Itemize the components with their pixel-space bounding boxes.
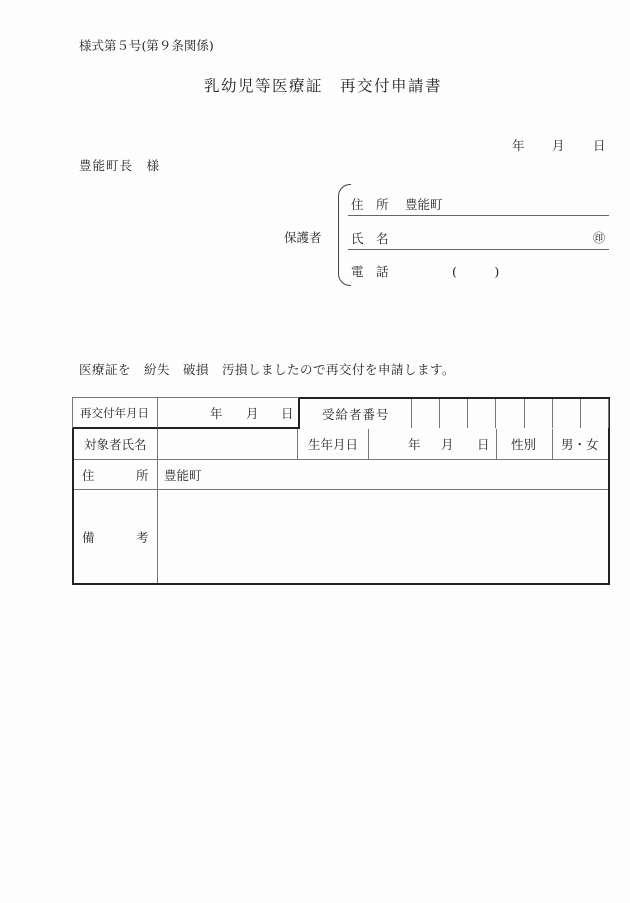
guardian-address-value: 豊能町 — [405, 197, 443, 212]
date-month: 月 — [552, 138, 565, 153]
reissue-date-input[interactable]: 年 月 日 — [210, 405, 294, 421]
date-year: 年 — [512, 138, 525, 153]
guardian-name-field[interactable] — [348, 223, 609, 250]
date-day: 日 — [593, 138, 606, 153]
recipient-number-digit-3[interactable] — [468, 399, 496, 428]
remarks-input[interactable] — [158, 490, 608, 583]
guardian-address-label: 住 所 — [351, 197, 389, 212]
remarks-label-cell: 備 考 — [74, 490, 158, 583]
recipient-number-digit-1[interactable] — [412, 399, 440, 428]
recipient-number-digit-6[interactable] — [553, 399, 581, 428]
subject-name-input[interactable] — [158, 429, 298, 460]
subject-name-label-cell: 対象者氏名 — [74, 429, 158, 460]
page-title: 乳幼児等医療証 再交付申請書 — [204, 77, 443, 95]
addressee: 豊能町長 様 — [79, 158, 161, 173]
guardian-phone-field[interactable] — [348, 256, 609, 282]
birthdate-label-cell: 生年月日 — [298, 429, 369, 460]
recipient-number-digit-4[interactable] — [496, 399, 525, 428]
recipient-number-label-cell: 受給者番号 — [300, 399, 412, 428]
sex-select[interactable]: 男・女 — [553, 429, 608, 460]
form-number: 様式第５号(第９条関係) — [79, 38, 214, 53]
guardian-label: 保護者 — [284, 230, 322, 245]
guardian-phone-value: ( ) — [452, 264, 500, 279]
reissue-date-label-cell: 再交付年月日 — [72, 397, 158, 428]
reissue-statement: 医療証を 紛失 破損 汚損しましたので再交付を申請します。 — [79, 362, 456, 377]
application-table — [72, 397, 610, 585]
recipient-number-digit-2[interactable] — [440, 399, 468, 428]
recipient-number-digit-7[interactable] — [581, 399, 609, 428]
guardian-phone-label: 電 話 — [351, 264, 389, 279]
address-label-cell: 住 所 — [74, 460, 158, 490]
guardian-address-field[interactable] — [348, 189, 609, 216]
recipient-number-digit-5[interactable] — [525, 399, 553, 428]
guardian-name-label: 氏 名 — [351, 231, 389, 246]
address-input[interactable]: 豊能町 — [158, 460, 608, 490]
sex-label-cell: 性別 — [497, 429, 553, 460]
birthdate-input[interactable]: 年 月 日 — [369, 429, 497, 460]
seal-icon: ㊞ — [592, 231, 605, 245]
